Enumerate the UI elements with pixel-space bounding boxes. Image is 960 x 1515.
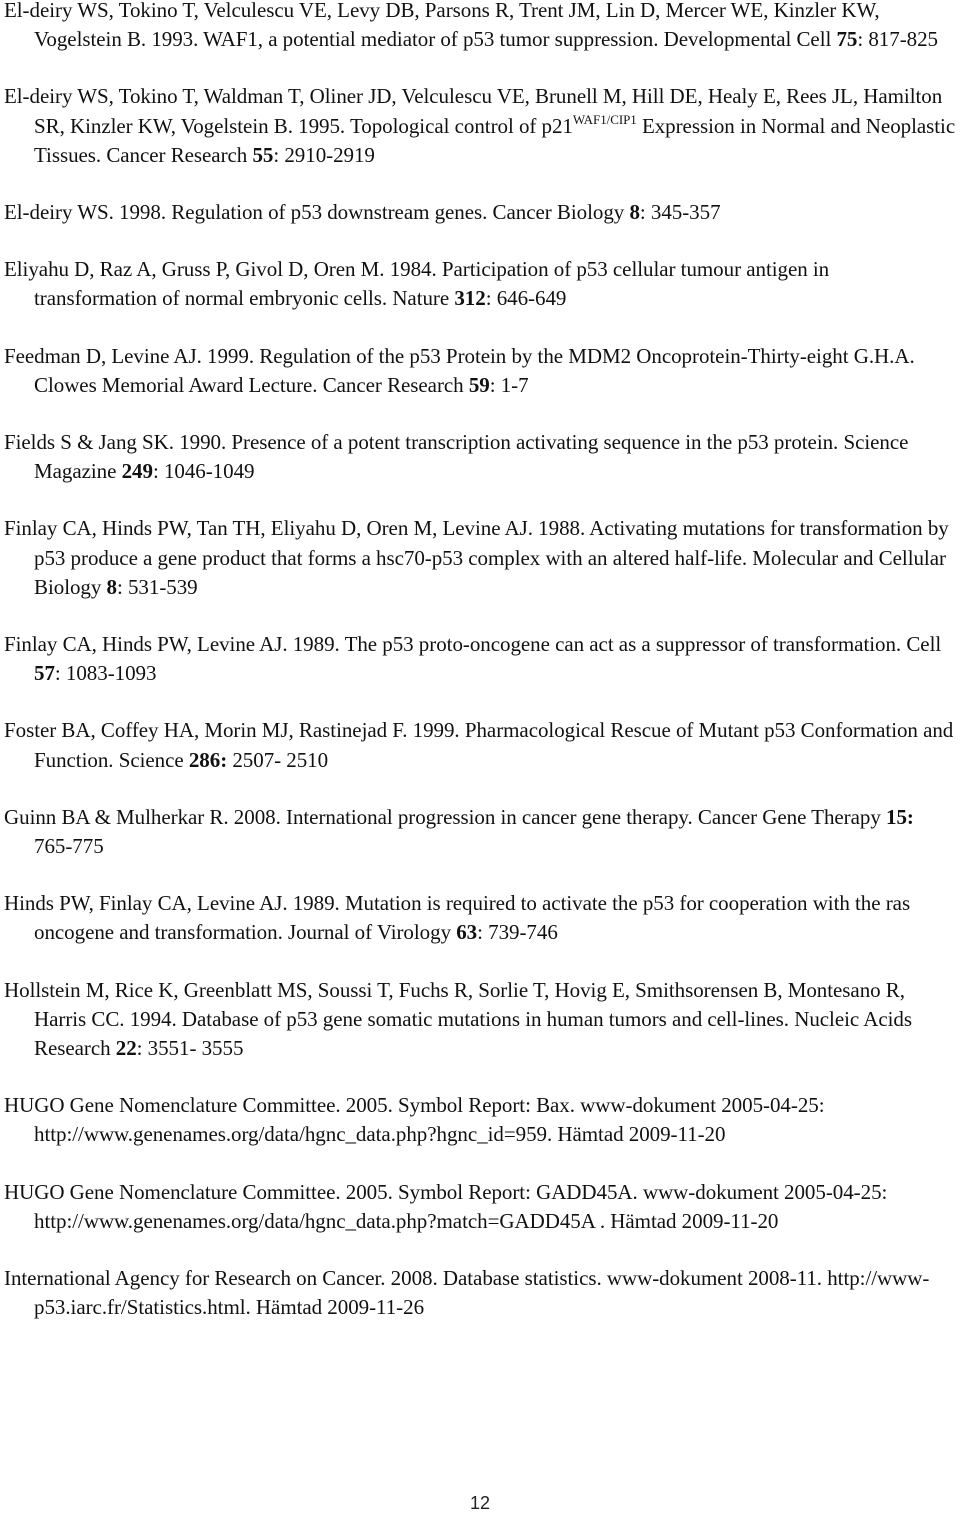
reference-item: Hinds PW, Finlay CA, Levine AJ. 1989. Mutation is required to activate the p53 for cooperation with the ras oncogene and transformation. Journal of Virology 63: 739-746 — [4, 891, 911, 945]
reference-item: Guinn BA & Mulherkar R. 2008. International progression in cancer gene therapy. Cancer Gene Therapy 15: 765-775 — [4, 804, 914, 859]
reference-item: El-deiry WS, Tokino T, Waldman T, Oliner JD, Velculescu VE, Brunell M, Hill DE, Healy E, Rees JL, Hamilton SR, Kinzler KW, Vogelstein B. 1995. Topological control of $p21^{WAF1/CIP1}$ Expression in Normal and Neoplastic Tissues. Cancer Research 55: 2910-2919 — [4, 84, 956, 167]
superscript: WAF1/CIP1 — [572, 111, 637, 127]
reference-item: Finlay CA, Hinds PW, Levine AJ. 1989. The p53 proto-oncogene can act as a suppressor of transformation. Cell 57: 1083-1093 — [4, 632, 942, 686]
reference-item: El-deiry WS. 1998. Regulation of p53 downstream genes. Cancer Biology 8: 345-357 — [4, 200, 721, 225]
reference-item: International Agency for Research on Cancer. 2008. Database statistics. www-dokument 2008-11. http://www-p53.iarc.fr/Statistics.html. Hämtad 2009-11-26 — [4, 1266, 930, 1320]
reference-item: HUGO Gene Nomenclature Committee. 2005. Symbol Report: GADD45A. www-dokument 2005-04-25: http://www.genenames.org/data/hgnc_data.php?match=GADD45A . Hämtad 2009-11-20 — [4, 1179, 888, 1233]
reference-list — [4, 0, 956, 1351]
reference-item: Finlay CA, Hinds PW, Tan TH, Eliyahu D, Oren M, Levine AJ. 1988. Activating mutations for transformation by p53 produce a gene product that forms a hsc70-p53 complex with an altered half-life. Molecular and Cellular Biology 8: 531-539 — [4, 516, 949, 599]
reference-item: Eliyahu D, Raz A, Gruss P, Givol D, Oren M. 1984. Participation of p53 cellular tumour antigen in transformation of normal embryonic cells. Nature 312: 646-649 — [4, 257, 830, 311]
reference-item: El-deiry WS, Tokino T, Velculescu VE, Levy DB, Parsons R, Trent JM, Lin D, Mercer WE, Kinzler KW, Vogelstein B. 1993. WAF1, a potential mediator of p53 tumor suppression. Developmental Cell 75: 817-825 — [4, 0, 939, 52]
reference-item: Feedman D, Levine AJ. 1999. Regulation of the p53 Protein by the MDM2 Oncoprotein-Thirty-eight G.H.A. Clowes Memorial Award Lecture. Cancer Research 59: 1-7 — [4, 343, 915, 397]
reference-item: Hollstein M, Rice K, Greenblatt MS, Soussi T, Fuchs R, Sorlie T, Hovig E, Smithsorensen B, Montesano R, Harris CC. 1994. Database of p53 gene somatic mutations in human tumors and cell-lines. Nucleic Acids Research 22: 3551- 3555 — [4, 977, 912, 1061]
reference-item: Fields S & Jang SK. 1990. Presence of a potent transcription activating sequence in the p53 protein. Science Magazine 249: 1046-1049 — [4, 430, 909, 484]
reference-item: HUGO Gene Nomenclature Committee. 2005. Symbol Report: Bax. www-dokument 2005-04-25: http://www.genenames.org/data/hgnc_data.php?hgnc_id=959. Hämtad 2009-11-20 — [4, 1093, 825, 1147]
reference-item: Foster BA, Coffey HA, Morin MJ, Rastinejad F. 1999. Pharmacological Rescue of Mutant p53 Conformation and Function. Science 286: 2507- 2510 — [4, 718, 954, 772]
page-number: 12 — [469, 1493, 491, 1513]
